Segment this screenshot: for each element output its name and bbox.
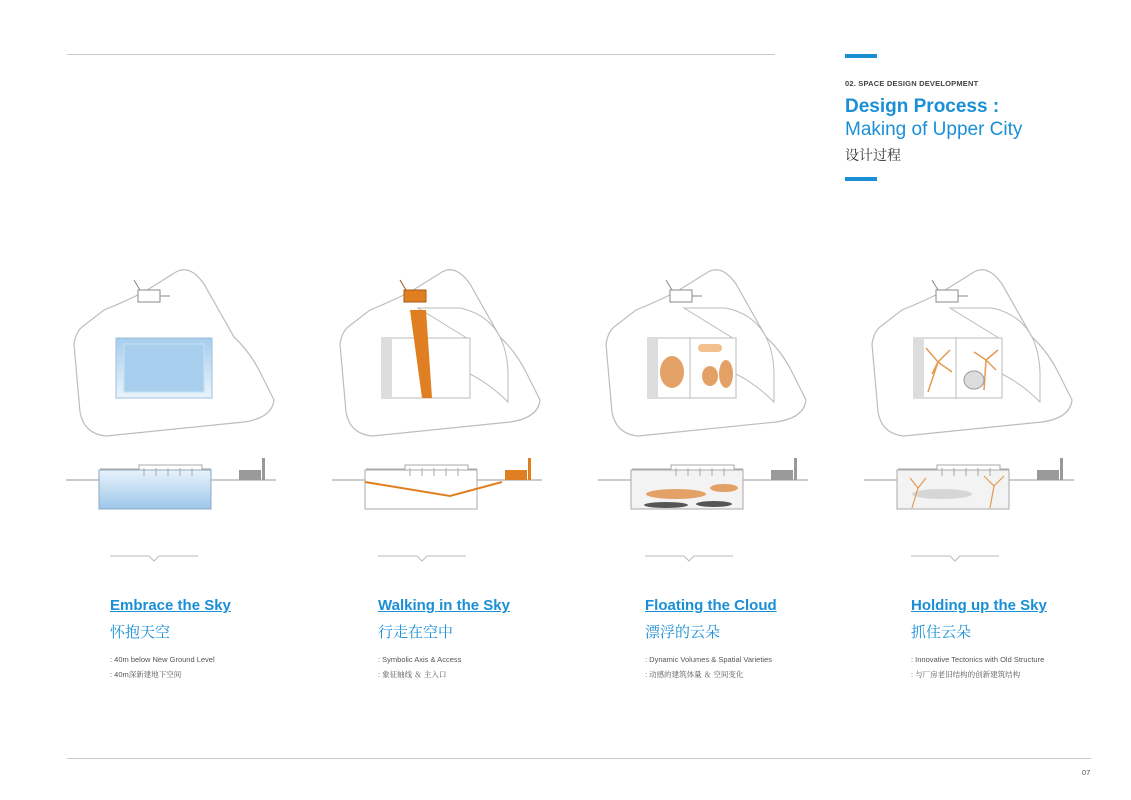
divider-caret [110,552,198,562]
tower-icon [400,280,426,302]
page-title: Design Process : [845,96,1000,117]
cloud-volume [964,371,984,389]
caption-desc-cn: : 象征轴线 ＆ 主入口 [378,670,447,679]
caption-title-holding: Holding up the Sky [911,597,1047,614]
caption-desc-cn: : 与厂房老旧结构的创新建筑结构 [911,670,1021,679]
caption-desc-en: : Dynamic Volumes & Spatial Varieties [645,655,772,664]
accent-bar-top [845,54,877,58]
page-title-cn: 设计过程 [845,147,901,163]
caption-desc-en: : Innovative Tectonics with Old Structure [911,655,1045,664]
caption-title-cn-floating: 漂浮的云朵 [645,624,721,641]
tower-icon [134,280,170,302]
caption-title-cn-walking: 行走在空中 [378,624,454,641]
section-label: 02. SPACE DESIGN DEVELOPMENT [845,79,979,88]
tower-icon [932,280,968,302]
drawing-embrace-the-sky [64,262,276,530]
divider-caret [378,552,466,562]
drawing-floating-the-cloud [596,262,808,530]
caption-title-floating: Floating the Cloud [645,597,777,614]
cloud-section [646,489,706,499]
caption-desc-en: : 40m below New Ground Level [110,655,215,664]
caption-desc-cn: : 动感的建筑体量 ＆ 空间变化 [645,670,744,679]
divider-caret [645,552,733,562]
drawing-holding-up-the-sky [862,262,1074,530]
accent-bar-bottom [845,177,877,181]
section-void [99,470,211,509]
page-number: 07 [1082,768,1091,777]
caption-title-walking: Walking in the Sky [378,597,510,614]
caption-desc-cn: : 40m深新建地下空间 [110,670,182,679]
cloud-volume [660,356,684,388]
caption-title-embrace: Embrace the Sky [110,597,231,614]
caption-title-cn-holding: 抓住云朵 [911,624,972,641]
cloud-volume [702,366,718,386]
bottom-rule [67,758,1091,759]
page-subtitle: Making of Upper City [845,119,1023,140]
drawing-walking-in-the-sky [330,262,542,530]
top-rule [67,54,775,55]
cloud-volume [719,360,733,388]
divider-caret [911,552,999,562]
caption-title-cn-embrace: 怀抱天空 [110,624,171,641]
caption-desc-en: : Symbolic Axis & Access [378,655,462,664]
tower-icon [666,280,702,302]
cloud-section [710,484,738,492]
